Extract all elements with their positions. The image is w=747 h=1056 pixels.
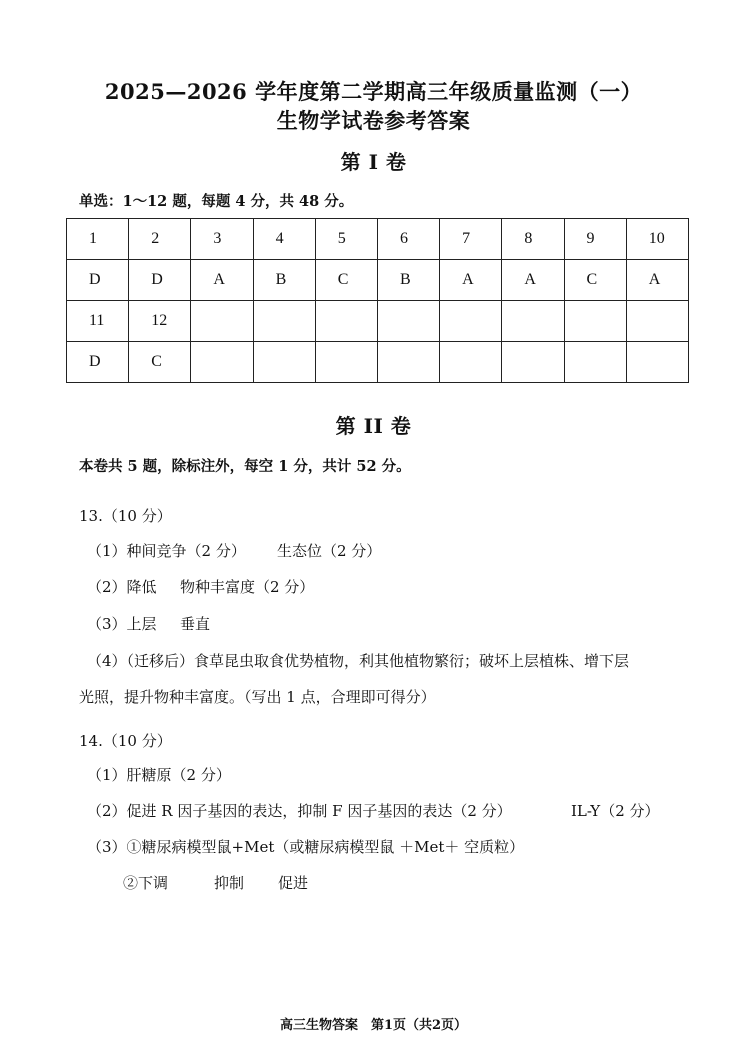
- table-row: [67, 260, 689, 301]
- q14-answer-1: （1）肝糖原（2 分）: [87, 766, 231, 784]
- page-footer: 高三生物答案 第1页（共2页）: [279, 1018, 468, 1033]
- table-cell: 2: [129, 219, 191, 260]
- q14-answer-3: （3）①糖尿病模型鼠+Met（或糖尿病模型鼠 ＋Met＋ 空质粒）: [87, 838, 525, 856]
- q13-answer-1b: 生态位（2 分）: [277, 542, 382, 560]
- q13-answer-2b: 物种丰富度（2 分）: [180, 578, 315, 596]
- part1-heading: 第 I 卷: [340, 150, 407, 174]
- table-cell: [315, 342, 377, 383]
- q14-answer-3-2b: 抑制: [214, 874, 245, 892]
- table-cell: [377, 342, 439, 383]
- table-cell: 9: [564, 219, 626, 260]
- table-cell: [377, 301, 439, 342]
- table-cell: [440, 342, 502, 383]
- part1-instruction: 单选：1～12 题，每题 4 分，共 48 分。: [79, 193, 354, 210]
- q14-title: 14.（10 分）: [79, 732, 172, 750]
- q13-answer-1: （1）种间竞争（2 分）: [87, 542, 246, 560]
- q14-answer-2b: IL-Y（2 分）: [571, 802, 660, 820]
- table-cell: 7: [440, 219, 502, 260]
- table-cell: 10: [626, 219, 688, 260]
- table-row: [67, 301, 689, 342]
- q13-answer-3b: 垂直: [180, 615, 211, 633]
- table-row: [67, 342, 689, 383]
- table-cell: [564, 301, 626, 342]
- table-cell: [315, 301, 377, 342]
- q14-answer-3-2a: ②下调: [123, 874, 169, 892]
- q14-answer-2: （2）促进 R 因子基因的表达，抑制 F 因子基因的表达（2 分）: [87, 802, 512, 820]
- q13-title: 13.（10 分）: [79, 507, 172, 525]
- table-cell: [191, 342, 253, 383]
- table-cell: 1: [67, 219, 129, 260]
- table-cell: 11: [67, 301, 129, 342]
- table-cell: 8: [502, 219, 564, 260]
- table-cell: 4: [253, 219, 315, 260]
- table-cell: 3: [191, 219, 253, 260]
- table-row: [67, 219, 689, 260]
- q13-answer-4-line2: 光照，提升物种丰富度。（写出 1 点，合理即可得分）: [79, 688, 436, 706]
- table-cell: [626, 342, 688, 383]
- table-cell: [626, 301, 688, 342]
- table-cell: D: [129, 260, 191, 301]
- part2-heading: 第 II 卷: [335, 414, 412, 438]
- table-cell: 6: [377, 219, 439, 260]
- table-cell: [502, 342, 564, 383]
- part2-instruction: 本卷共 5 题，除标注外，每空 1 分，共计 52 分。: [79, 458, 411, 475]
- table-cell: [253, 301, 315, 342]
- table-cell: [253, 342, 315, 383]
- q14-answer-3-2c: 促进: [278, 874, 309, 892]
- table-cell: C: [129, 342, 191, 383]
- table-cell: [502, 301, 564, 342]
- table-cell: [564, 342, 626, 383]
- table-cell: D: [67, 342, 129, 383]
- table-cell: A: [626, 260, 688, 301]
- table-cell: B: [253, 260, 315, 301]
- answer-table: [66, 218, 689, 383]
- q13-answer-4-line1: （4）（迁移后）食草昆虫取食优势植物，利其他植物繁衍；破坏上层植株、增下层: [87, 652, 630, 670]
- table-cell: [440, 301, 502, 342]
- table-cell: D: [67, 260, 129, 301]
- table-cell: 12: [129, 301, 191, 342]
- q13-answer-2: （2）降低: [87, 578, 157, 596]
- table-cell: 5: [315, 219, 377, 260]
- table-cell: A: [440, 260, 502, 301]
- table-cell: A: [191, 260, 253, 301]
- table-cell: A: [502, 260, 564, 301]
- table-cell: B: [377, 260, 439, 301]
- document-subtitle: 生物学试卷参考答案: [276, 108, 471, 133]
- q13-answer-3: （3）上层: [87, 615, 157, 633]
- table-cell: [191, 301, 253, 342]
- document-title: 2025—2026 学年度第二学期高三年级质量监测（一）: [104, 79, 643, 104]
- table-cell: C: [564, 260, 626, 301]
- table-cell: C: [315, 260, 377, 301]
